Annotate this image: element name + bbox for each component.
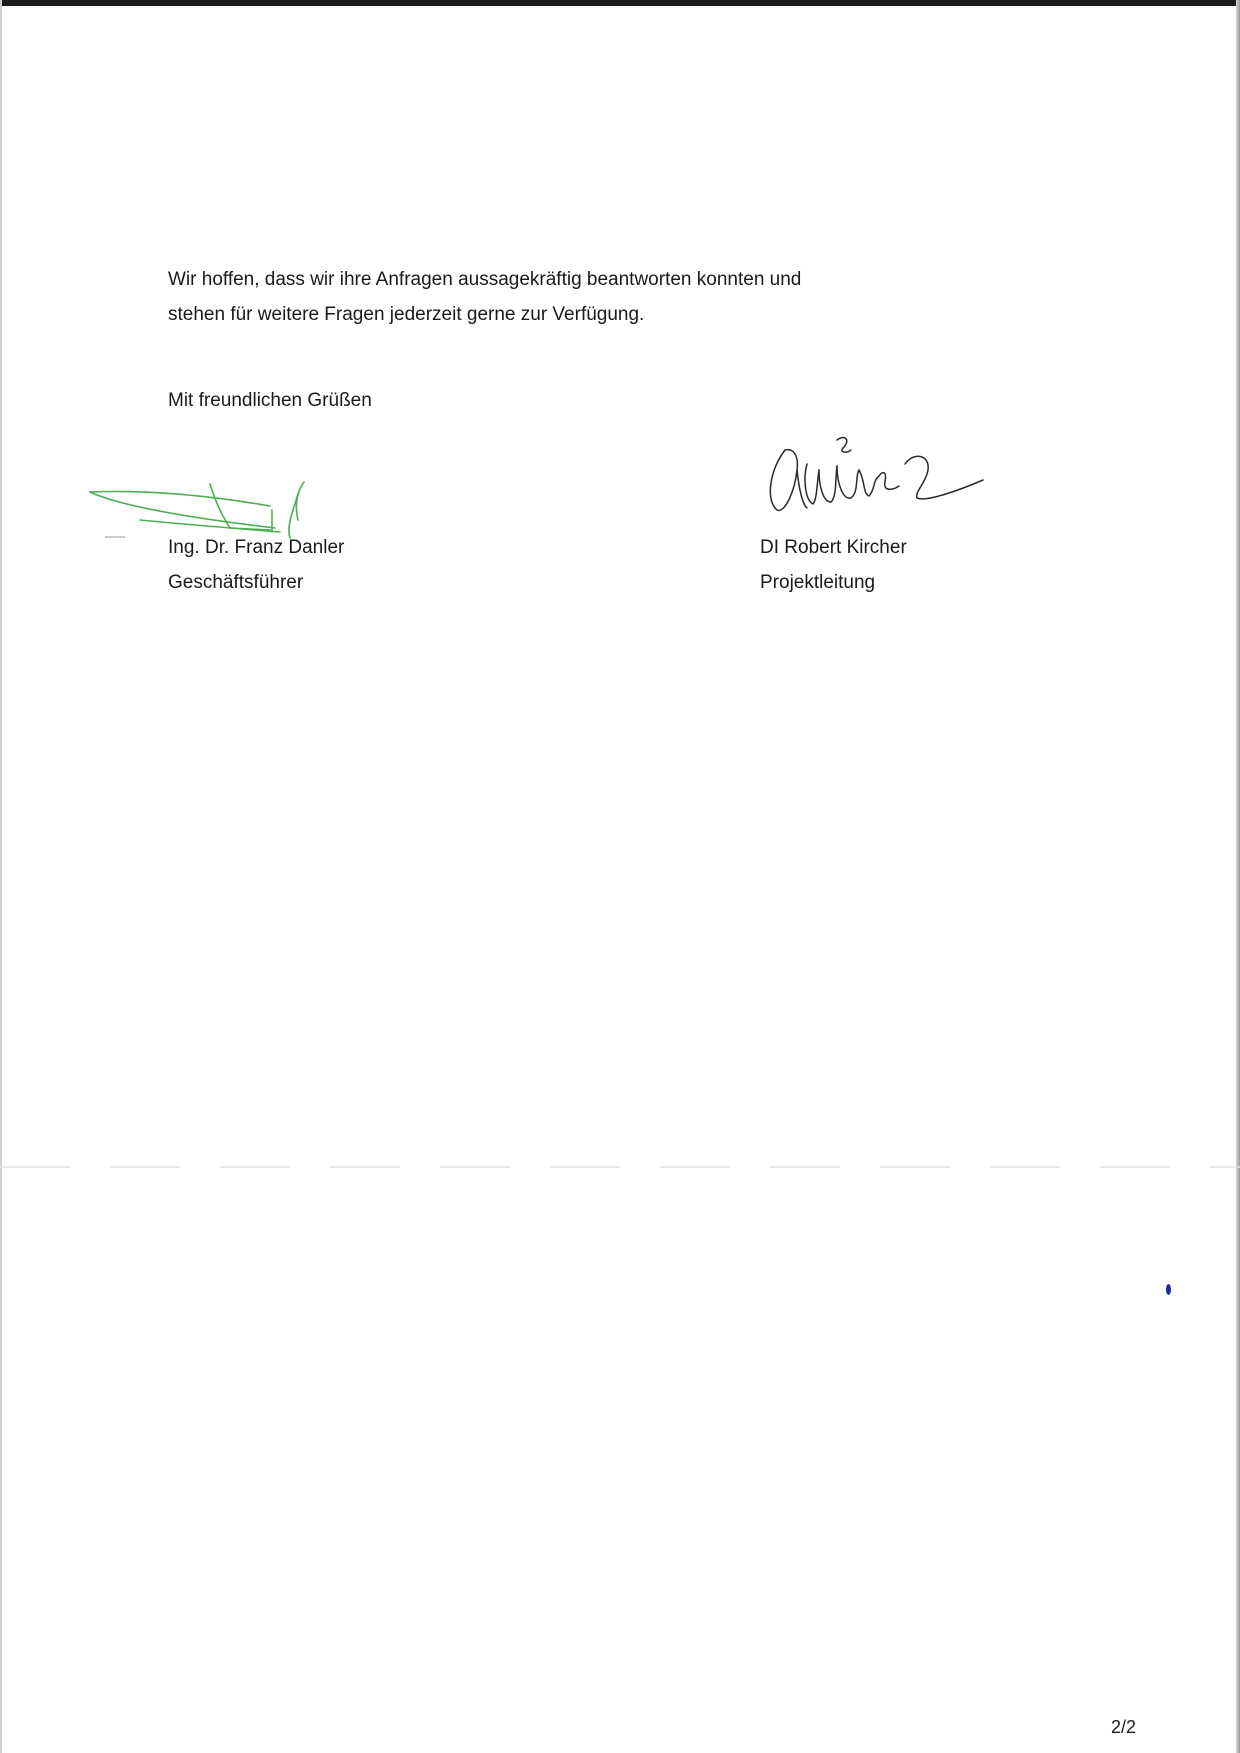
signatory-role: Geschäftsführer: [168, 572, 304, 593]
signatory-name: DI Robert Kircher: [760, 537, 907, 558]
page-number: 2/2: [1110, 1717, 1136, 1737]
ink-mark: [1166, 1284, 1171, 1295]
paragraph-line-2: stehen für weitere Fragen jederzeit gerne zur Verfügung.: [168, 304, 645, 325]
closing-paragraph: [168, 262, 1068, 332]
closing-salutation: Mit freundlichen Grüßen: [168, 390, 372, 411]
signatory-name: Ing. Dr. Franz Danler: [168, 537, 345, 558]
signatory-left: [168, 530, 344, 600]
scan-right-edge: [1236, 0, 1240, 1753]
paragraph-line-1: Wir hoffen, dass wir ihre Anfragen aussagekräftig beantworten konnten und: [168, 269, 802, 290]
signature-kircher: [755, 430, 995, 520]
paper-fold-line: [0, 1166, 1240, 1168]
signatory-right: [760, 530, 907, 600]
scan-left-edge: [0, 0, 2, 1753]
signatory-role: Projektleitung: [760, 572, 876, 593]
scan-top-edge: [0, 0, 1240, 6]
